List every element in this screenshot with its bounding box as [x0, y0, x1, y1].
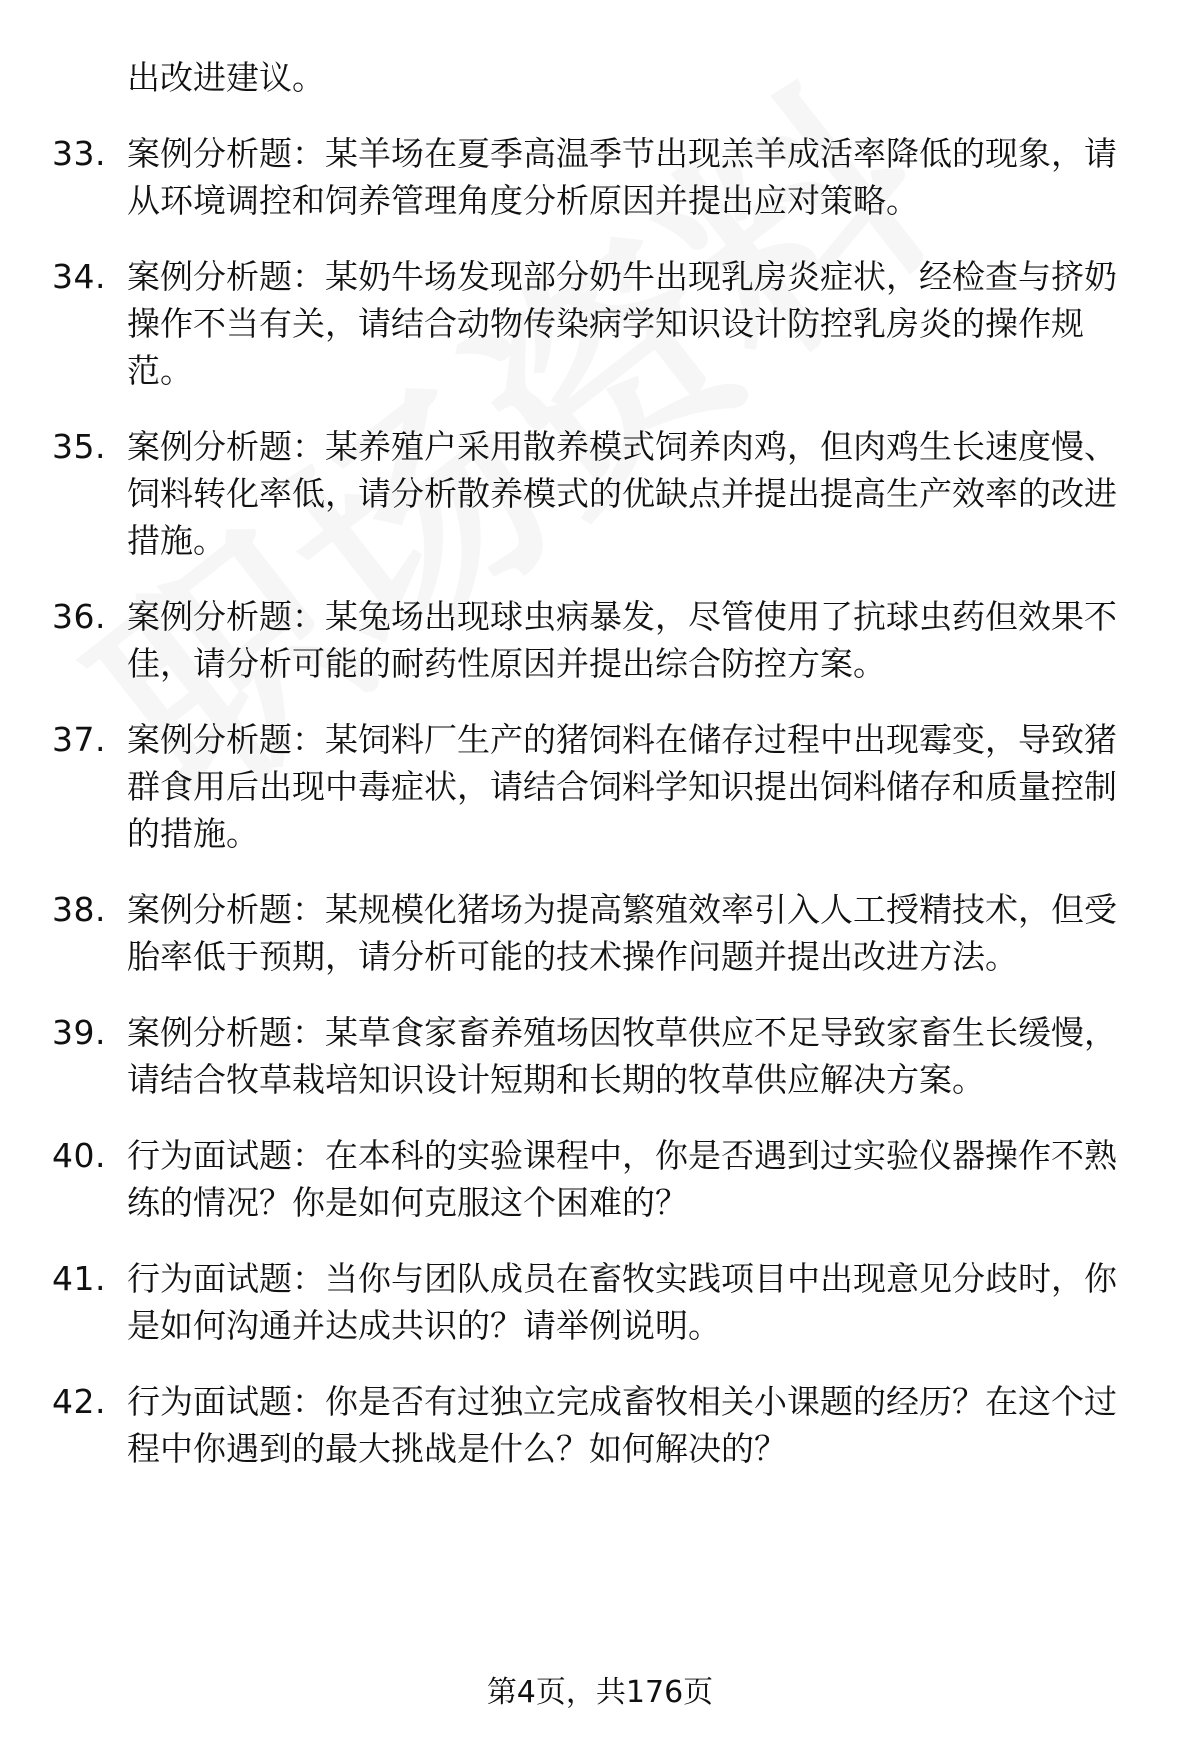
question-item	[52, 1378, 1137, 1472]
question-item	[52, 593, 1137, 687]
question-text: 行为面试题：当你与团队成员在畜牧实践项目中出现意见分歧时，你是如何沟通并达成共识的？请举例说明。	[127, 1259, 1117, 1345]
question-text: 案例分析题：某奶牛场发现部分奶牛出现乳房炎症状，经检查与挤奶操作不当有关，请结合动物传染病学知识设计防控乳房炎的操作规范。	[127, 257, 1117, 390]
question-number: 41.	[52, 1259, 106, 1298]
question-number: 35.	[52, 427, 106, 466]
question-text: 案例分析题：某规模化猪场为提高繁殖效率引入人工授精技术，但受胎率低于预期，请分析可能的技术操作问题并提出改进方法。	[127, 890, 1117, 976]
question-number: 38.	[52, 890, 106, 929]
question-item	[52, 1255, 1137, 1349]
question-text: 行为面试题：你是否有过独立完成畜牧相关小课题的经历？在这个过程中你遇到的最大挑战是什么？如何解决的？	[127, 1382, 1117, 1468]
question-number: 33.	[52, 134, 106, 173]
page-footer: 第4页，共176页	[486, 1675, 714, 1710]
question-text: 案例分析题：某兔场出现球虫病暴发，尽管使用了抗球虫药但效果不佳，请分析可能的耐药性原因并提出综合防控方案。	[127, 597, 1117, 683]
question-item	[52, 1132, 1137, 1226]
question-number: 37.	[52, 720, 106, 759]
question-item	[52, 423, 1137, 564]
question-item	[52, 716, 1137, 857]
question-text: 案例分析题：某羊场在夏季高温季节出现羔羊成活率降低的现象，请从环境调控和饲养管理角度分析原因并提出应对策略。	[127, 134, 1117, 220]
question-item	[52, 1009, 1137, 1103]
question-number: 42.	[52, 1382, 106, 1421]
question-item	[52, 130, 1137, 224]
question-text: 案例分析题：某饲料厂生产的猪饲料在储存过程中出现霉变，导致猪群食用后出现中毒症状，请结合饲料学知识提出饲料储存和质量控制的措施。	[127, 720, 1117, 853]
question-text: 行为面试题：在本科的实验课程中，你是否遇到过实验仪器操作不熟练的情况？你是如何克服这个困难的？	[127, 1136, 1117, 1222]
question-number: 40.	[52, 1136, 106, 1175]
question-text: 案例分析题：某草食家畜养殖场因牧草供应不足导致家畜生长缓慢，请结合牧草栽培知识设计短期和长期的牧草供应解决方案。	[127, 1013, 1117, 1099]
question-text: 案例分析题：某养殖户采用散养模式饲养肉鸡，但肉鸡生长速度慢、饲料转化率低，请分析散养模式的优缺点并提出提高生产效率的改进措施。	[127, 427, 1117, 560]
question-number: 39.	[52, 1013, 106, 1052]
continuation-text: 出改进建议。	[127, 58, 325, 97]
question-number: 36.	[52, 597, 106, 636]
question-number: 34.	[52, 257, 106, 296]
question-item	[52, 886, 1137, 980]
question-item	[52, 253, 1137, 394]
